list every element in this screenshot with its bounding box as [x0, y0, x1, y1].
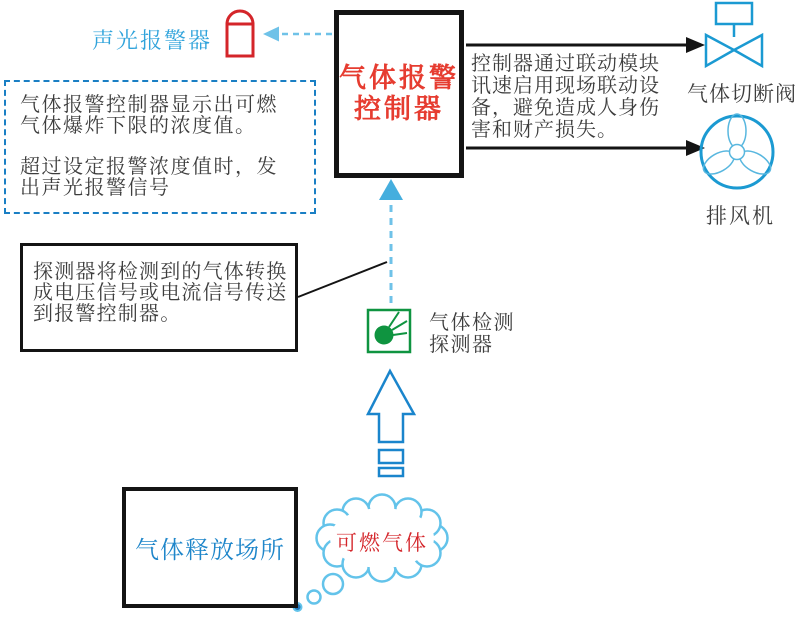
fan-icon: [700, 114, 775, 188]
gas-rise-arrow-icon: [368, 371, 414, 476]
controller-title-line1: 气体报警: [339, 63, 459, 93]
detector-note-text: 探测器将检测到的气体转换成电压信号或电流信号传送到报警控制器。: [33, 261, 288, 325]
up-arrowhead-icon: [379, 179, 403, 200]
alarm-info-paragraph-1: 气体报警控制器显示出可燃气体爆炸下限的浓度值。: [20, 94, 278, 137]
detector-label-line1: 气体检测: [429, 312, 515, 334]
cloud-label: 可燃气体: [336, 532, 428, 555]
dashed-arrow-controller-to-siren: [263, 27, 332, 42]
detector-label: [429, 312, 515, 356]
detector-note-box: [20, 243, 298, 352]
gas-detector-icon: [368, 310, 410, 352]
siren-icon: [227, 11, 253, 56]
detector-label-line2: 探测器: [429, 334, 494, 356]
thought-bubble-trail: [294, 574, 344, 611]
alarm-info-paragraph-2: 超过设定报警浓度值时，发出声光报警信号: [20, 156, 278, 199]
valve-icon: [706, 3, 762, 66]
valve-label: 气体切断阀: [687, 83, 797, 106]
arrow-controller-to-fan: [466, 140, 705, 156]
release-site-box: [122, 487, 298, 608]
controller-title-line2: 控制器: [354, 94, 444, 124]
linkage-note: 控制器通过联动模块讯速启用现场联动设备，避免造成人身伤害和财产损失。: [471, 53, 660, 141]
dashed-line-detector-to-controller: [379, 179, 403, 306]
siren-label: 声光报警器: [92, 28, 213, 53]
gas-alarm-controller-box: [334, 10, 464, 178]
callout-line: [298, 262, 387, 297]
fan-label: 排风机: [706, 205, 775, 228]
release-site-label: 气体释放场所: [135, 537, 285, 564]
arrow-controller-to-valve: [466, 37, 705, 53]
alarm-info-box: [4, 80, 316, 214]
